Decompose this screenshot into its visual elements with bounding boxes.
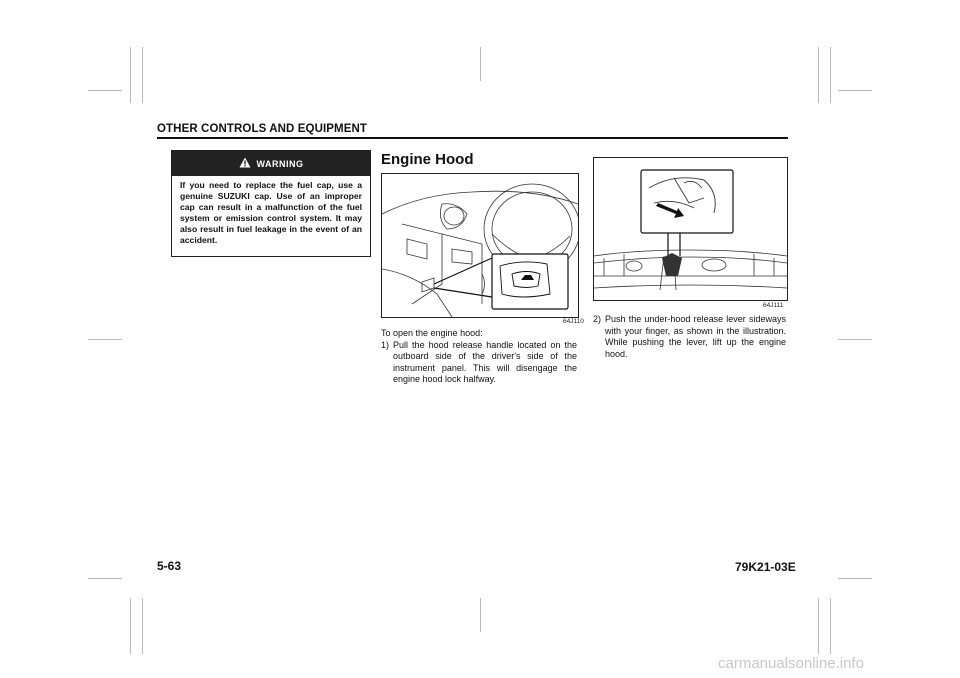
step-number: 1) [381,339,390,350]
warning-icon [239,157,251,170]
instructions-column-1 [381,328,577,386]
figure-code: 64J110 [563,318,584,325]
instructions-intro: To open the engine hood: [381,328,483,338]
step-1 [381,340,577,386]
crop-mark [830,47,831,103]
figure-under-hood-lever [593,157,788,301]
figure-code: 64J111 [763,302,784,309]
crop-mark [480,598,481,632]
illustration-dashboard [382,174,578,317]
section-title: Engine Hood [381,151,474,168]
header-rule [157,137,788,139]
step-text: Pull the hood release handle located on the outboard side of the driver's side of the instrument panel. This will disengage the engine hood lock halfway. [393,339,577,384]
crop-mark [130,598,131,654]
crop-mark [818,598,819,654]
section-header: OTHER CONTROLS AND EQUIPMENT [157,123,368,135]
step-text: Push the under-hood release lever sideways with your finger, as shown in the illustration. While pushing the lever, lift up the engine hood. [605,314,786,359]
step-2 [593,314,786,360]
watermark: carmanualsonline.info [718,655,864,672]
figure-hood-release-handle [381,173,579,318]
crop-mark [480,47,481,81]
crop-mark [818,47,819,103]
crop-mark [88,90,122,91]
crop-mark [838,339,872,340]
instructions-column-2 [593,314,786,360]
document-code: 79K21-03E [735,560,796,574]
crop-mark [88,578,122,579]
crop-mark [142,598,143,654]
crop-mark [838,578,872,579]
step-number: 2) [593,314,602,324]
crop-mark [838,90,872,91]
crop-mark [130,47,131,103]
warning-header [172,151,370,176]
page-number: 5-63 [157,559,182,573]
crop-mark [88,339,122,340]
warning-text: If you need to replace the fuel cap, use a genuine SUZUKI cap. Use of an improper cap can result in a malfunction of the fuel system or emission control system. It may also result in fuel leakage in the event of an accident. [180,180,362,245]
crop-mark [830,598,831,654]
illustration-engine-bay [594,158,787,300]
warning-label: WARNING [256,158,304,169]
crop-mark [142,47,143,103]
warning-box [171,150,371,257]
